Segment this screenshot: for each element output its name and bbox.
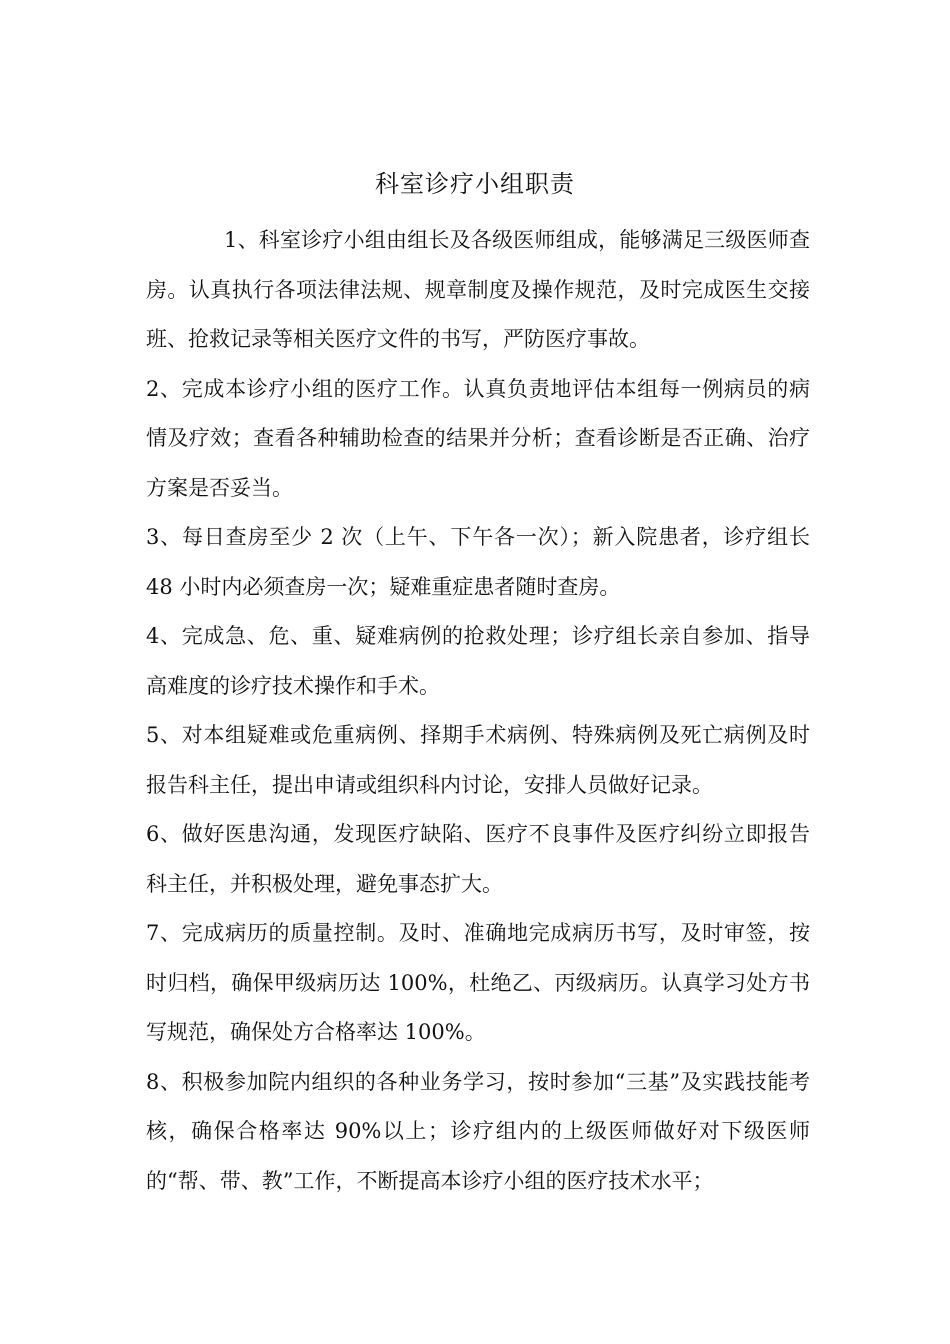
paragraph-7: 7、完成病历的质量控制。及时、准确地完成病历书写，及时审签，按时归档，确保甲级病历达 100%，杜绝乙、丙级病历。认真学习处方书写规范，确保处方合格率达 100%。 [146,921,810,1044]
paragraph-1: 1、科室诊疗小组由组长及各级医师组成，能够满足三级医师查房。认真执行各项法律法规、规章制度及操作规范，及时完成医生交接班、抢救记录等相关医疗文件的书写，严防医疗事故。 [146,228,810,351]
document-title: 科室诊疗小组职责 [375,170,575,198]
paragraph-3: 3、每日查房至少 2 次（上午、下午各一次）；新入院患者，诊疗组长 48 小时内必须查房一次；疑难重症患者随时查房。 [146,525,810,599]
document-body [146,216,810,1206]
paragraph-2: 2、完成本诊疗小组的医疗工作。认真负责地评估本组每一例病员的病情及疗效；查看各种辅助检查的结果并分析；查看诊断是否正确、治疗方案是否妥当。 [146,376,810,500]
paragraph-5: 5、对本组疑难或危重病例、择期手术病例、特殊病例及死亡病例及时报告科主任，提出申请或组织科内讨论，安排人员做好记录。 [146,723,810,797]
paragraph-4: 4、完成急、危、重、疑难病例的抢救处理；诊疗组长亲自参加、指导高难度的诊疗技术操作和手术。 [146,624,810,698]
paragraph-8: 8、积极参加院内组织的各种业务学习，按时参加“三基”及实践技能考核，确保合格率达 90%以上；诊疗组内的上级医师做好对下级医师的“帮、带、教”工作，不断提高本诊疗小组的医疗技术水平； [146,1069,810,1193]
paragraph-6: 6、做好医患沟通，发现医疗缺陷、医疗不良事件及医疗纠纷立即报告科主任，并积极处理，避免事态扩大。 [146,822,810,896]
